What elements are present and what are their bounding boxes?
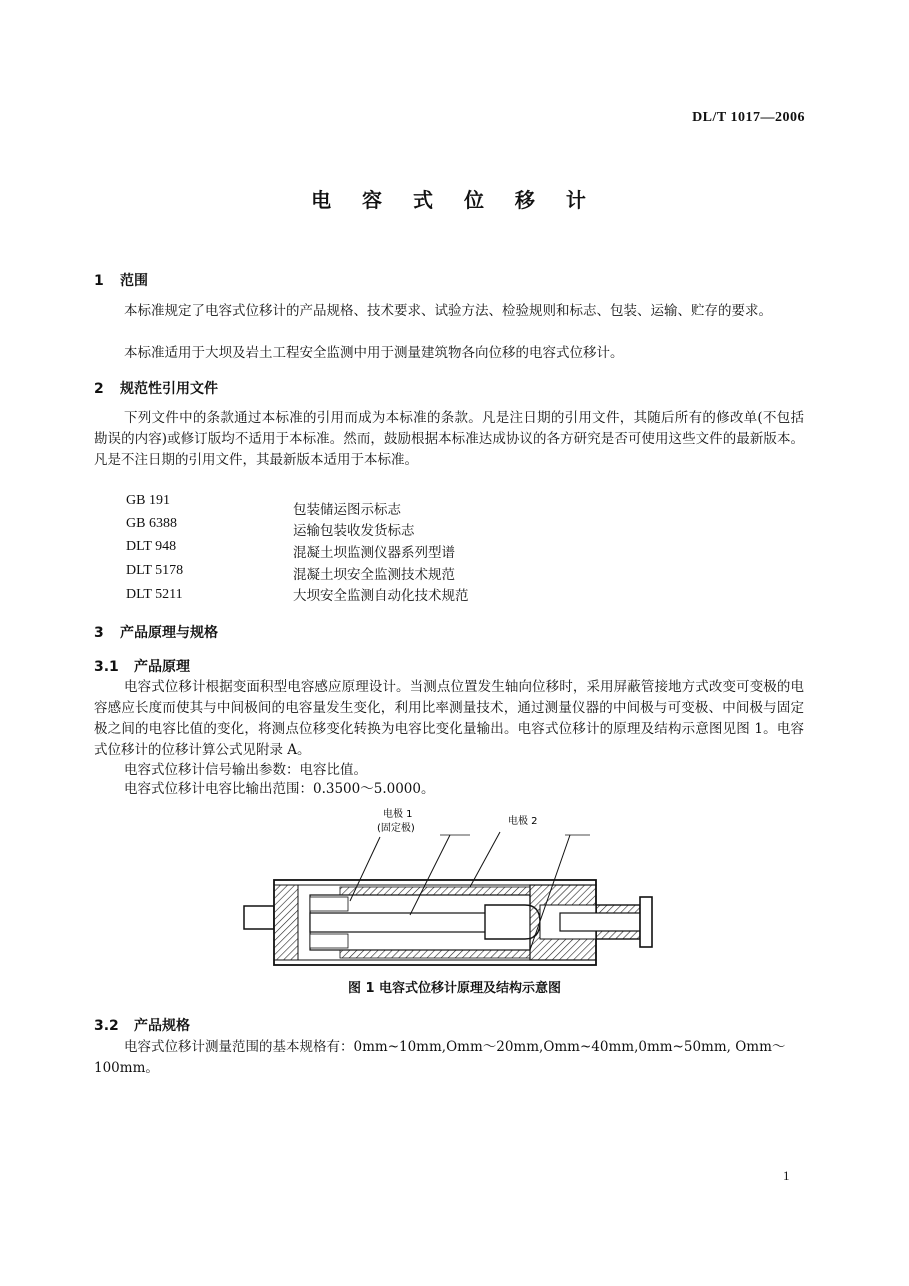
figure-1-diagram xyxy=(240,805,660,973)
figure-1-caption: 图 1 电容式位移计原理及结构示意图 xyxy=(347,981,562,996)
section-3-1-number: 3.1 xyxy=(94,659,119,675)
section-1-paragraph-1: 本标准规定了电容式位移计的产品规格、技术要求、试验方法、检验规则和标志、包装、运输、贮存的要求。 xyxy=(124,303,772,319)
section-3-2-title: 产品规格 xyxy=(134,1018,190,1034)
electrode-2-bottom xyxy=(340,950,530,958)
section-2-heading xyxy=(94,378,218,398)
section-3-2-number: 3.2 xyxy=(94,1018,119,1034)
label-electrode-1-sub: (固定极) xyxy=(377,823,415,834)
section-2-title: 规范性引用文件 xyxy=(120,381,218,397)
reference-title: 大坝安全监测自动化技术规范 xyxy=(293,588,469,604)
center-rod xyxy=(310,913,510,932)
reference-title: 运输包装收发货标志 xyxy=(293,523,415,539)
section-2-paragraph-1: 下列文件中的条款通过本标准的引用而成为本标准的条款。凡是注日期的引用文件，其随后所有的修改单(不包括勘误的内容)或修订版均不适用于本标准。然而，鼓励根据本标准达成协议的各方研究是否可使用这些文件的最新版本。凡是不注日期的引用文件，其最新版本适用于本标准。 xyxy=(94,410,804,468)
electrode-1-bottom xyxy=(310,934,348,948)
reference-code: GB 6388 xyxy=(126,516,177,531)
section-3-1-paragraph-1: 电容式位移计根据变面积型电容感应原理设计。当测点位置发生轴向位移时，采用屏蔽管接地方式改变可变极的电容感应长度而使其与中间极间的电容量发生变化，利用比率测量技术，通过测量仪器的中间极与可变极、中间极与固定极之间的电容比值的变化，将测点位移变化转换为电容比变化量输出。电容式位移计的原理及结构示意图见图 1。电容式位移计的位移计算公式见附录 A。 xyxy=(94,679,804,758)
section-3-1-title: 产品原理 xyxy=(134,659,190,675)
reference-code: GB 191 xyxy=(126,493,170,508)
standard-code: DL/T 1017—2006 xyxy=(692,110,805,125)
right-flange xyxy=(640,897,652,947)
section-2-number: 2 xyxy=(94,381,104,397)
page-number: 1 xyxy=(783,1168,790,1183)
section-1-heading xyxy=(94,270,148,290)
left-end-cap xyxy=(274,885,298,960)
reference-code: DLT 948 xyxy=(126,539,177,554)
left-shaft xyxy=(244,906,274,929)
reference-code: DLT 5211 xyxy=(126,587,183,602)
section-3-2-heading xyxy=(94,1015,190,1035)
electrode-2-top xyxy=(340,887,530,895)
reference-title: 包装储运图示标志 xyxy=(293,502,401,518)
section-3-title: 产品原理与规格 xyxy=(120,625,218,641)
section-1-number: 1 xyxy=(94,273,104,289)
label-electrode-2: 电极 2 xyxy=(508,816,538,827)
electrode-1-top xyxy=(310,897,348,911)
section-3-number: 3 xyxy=(94,625,104,641)
section-3-1-paragraph-2: 电容式位移计信号输出参数：电容比值。 xyxy=(124,762,367,778)
reference-code: DLT 5178 xyxy=(126,563,184,578)
label-electrode-1: 电极 1 xyxy=(383,809,413,820)
leader-line xyxy=(470,832,500,887)
section-3-1-heading xyxy=(94,656,190,676)
document-title: 电 容 式 位 移 计 xyxy=(311,188,598,212)
section-1-paragraph-2: 本标准适用于大坝及岩土工程安全监测中用于测量建筑物各向位移的电容式位移计。 xyxy=(124,345,624,361)
section-3-2-paragraph-1: 电容式位移计测量范围的基本规格有：0mm~10mm,Omm～20mm,Omm~40mm,0mm~50mm, Omm～100mm。 xyxy=(94,1039,786,1076)
section-1-title: 范围 xyxy=(120,273,148,289)
reference-title: 混凝土坝安全监测技术规范 xyxy=(293,567,455,583)
section-3-heading xyxy=(94,622,218,642)
reference-title: 混凝土坝监测仪器系列型谱 xyxy=(293,545,455,561)
section-3-1-paragraph-3: 电容式位移计电容比输出范围：0.3500～5.0000。 xyxy=(124,781,435,797)
